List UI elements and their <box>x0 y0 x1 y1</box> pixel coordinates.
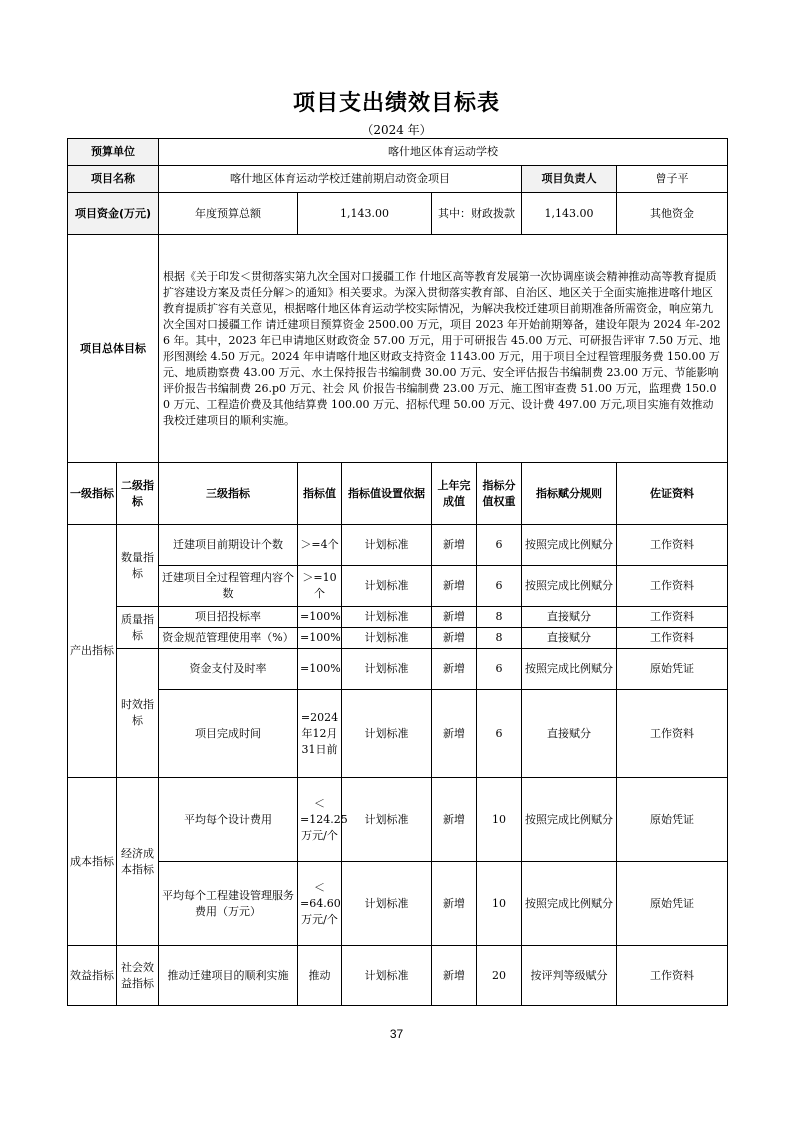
row-last-year: 新增 <box>432 778 477 862</box>
fiscal-allocation-value: 1,143.00 <box>522 193 617 235</box>
performance-table <box>67 138 728 1006</box>
table-row <box>68 566 728 607</box>
row-weight: 10 <box>477 862 522 946</box>
row-rule: 按照完成比例赋分 <box>522 525 617 566</box>
row-l3: 推动迁建项目的顺利实施 <box>159 946 298 1006</box>
project-leader-label: 项目负责人 <box>522 166 617 193</box>
row-last-year: 新增 <box>432 946 477 1006</box>
row-value: =100% <box>298 628 342 649</box>
row-evidence: 工作资料 <box>617 690 728 778</box>
row-value: 推动 <box>298 946 342 1006</box>
row-weight: 8 <box>477 607 522 628</box>
project-name-label: 项目名称 <box>68 166 159 193</box>
table-row <box>68 607 728 628</box>
row-basis: 计划标准 <box>342 525 432 566</box>
row-basis: 计划标准 <box>342 649 432 690</box>
row-weight: 8 <box>477 628 522 649</box>
table-row <box>68 862 728 946</box>
table-row <box>68 778 728 862</box>
row-weight: 6 <box>477 690 522 778</box>
row-weight: 20 <box>477 946 522 1006</box>
table-row <box>68 690 728 778</box>
row-evidence: 工作资料 <box>617 525 728 566</box>
col-basis: 指标值设置依据 <box>342 463 432 525</box>
table-row <box>68 525 728 566</box>
col-level2: 二级指标 <box>117 463 159 525</box>
col-weight: 指标分值权重 <box>477 463 522 525</box>
row-weight: 6 <box>477 566 522 607</box>
row-value: =100% <box>298 649 342 690</box>
table-row <box>68 628 728 649</box>
row-rule: 按照完成比例赋分 <box>522 778 617 862</box>
annual-budget-label: 年度预算总额 <box>159 193 298 235</box>
row-l3: 项目完成时间 <box>159 690 298 778</box>
row-weight: 10 <box>477 778 522 862</box>
row-last-year: 新增 <box>432 649 477 690</box>
project-leader-value: 曾子平 <box>617 166 728 193</box>
row-last-year: 新增 <box>432 607 477 628</box>
row-basis: 计划标准 <box>342 778 432 862</box>
row-rule: 按照完成比例赋分 <box>522 862 617 946</box>
row-rule: 直接赋分 <box>522 690 617 778</box>
group-cost: 成本指标 <box>68 778 117 946</box>
row-evidence: 工作资料 <box>617 946 728 1006</box>
row-weight: 6 <box>477 649 522 690</box>
page-title: 项目支出绩效目标表 <box>292 91 500 116</box>
row-basis: 计划标准 <box>342 690 432 778</box>
row-value: ＜=64.60万元/个 <box>298 862 342 946</box>
budget-unit-label: 预算单位 <box>68 139 159 166</box>
year-label: （2024 年） <box>361 123 432 137</box>
row-value: ＞=10个 <box>298 566 342 607</box>
row-basis: 计划标准 <box>342 628 432 649</box>
col-indicator-value: 指标值 <box>298 463 342 525</box>
row-rule: 按照完成比例赋分 <box>522 649 617 690</box>
row-evidence: 原始凭证 <box>617 862 728 946</box>
row-value: ＜=124.25万元/个 <box>298 778 342 862</box>
row-rule: 直接赋分 <box>522 628 617 649</box>
row-basis: 计划标准 <box>342 862 432 946</box>
row-rule: 直接赋分 <box>522 607 617 628</box>
row-basis: 计划标准 <box>342 566 432 607</box>
col-rule: 指标赋分规则 <box>522 463 617 525</box>
project-funds-label: 项目资金(万元) <box>68 193 159 235</box>
row-basis: 计划标准 <box>342 607 432 628</box>
row-basis: 计划标准 <box>342 946 432 1006</box>
group-quantity: 数量指标 <box>117 525 159 607</box>
project-name-value: 喀什地区体育运动学校迁建前期启动资金项目 <box>159 166 522 193</box>
row-evidence: 原始凭证 <box>617 649 728 690</box>
row-last-year: 新增 <box>432 566 477 607</box>
col-last-year: 上年完成值 <box>432 463 477 525</box>
col-level1: 一级指标 <box>68 463 117 525</box>
row-l3: 项目招投标率 <box>159 607 298 628</box>
row-l3: 资金规范管理使用率（%） <box>159 628 298 649</box>
group-timeliness: 时效指标 <box>117 649 159 778</box>
table-row <box>68 946 728 1006</box>
overall-goal-label: 项目总体目标 <box>68 235 159 463</box>
row-rule: 按照完成比例赋分 <box>522 566 617 607</box>
col-level3: 三级指标 <box>159 463 298 525</box>
row-last-year: 新增 <box>432 525 477 566</box>
group-benefit: 效益指标 <box>68 946 117 1006</box>
row-evidence: 工作资料 <box>617 566 728 607</box>
row-rule: 按评判等级赋分 <box>522 946 617 1006</box>
col-evidence: 佐证资料 <box>617 463 728 525</box>
row-last-year: 新增 <box>432 690 477 778</box>
group-quality: 质量指标 <box>117 607 159 649</box>
row-evidence: 原始凭证 <box>617 778 728 862</box>
other-funds-label: 其他资金 <box>617 193 728 235</box>
row-l3: 平均每个工程建设管理服务费用（万元） <box>159 862 298 946</box>
row-value: =100% <box>298 607 342 628</box>
row-weight: 6 <box>477 525 522 566</box>
row-evidence: 工作资料 <box>617 628 728 649</box>
overall-goal-text: 根据《关于印发＜贯彻落实第九次全国对口援疆工作 什地区高等教育发展第一次协调座谈会精神推动高等教育提质扩容建设方案及责任分解＞的通知》相关要求。为深入贯彻落实教育部、自治区、地区关于全面实施推进喀什地区教育提质扩容有关意见，根据喀什地区体育运动学校实际情况，为解决我校迁建项目前期准备所需资金，响应第九次全国对口援疆工作 请迁建项目预算资金 2500.00 万元，项目 2023 年开始前期筹备，建设年限为 2024 年-2026 年。其中，2023 年已申请地区财政资金 57.00 万元，用于可研报告 45.00 万元、可研报告评审 7.50 万元、地形图测绘 4.50 万元。2024 年申请喀什地区财政支持资金 1143.00 万元，用于项目全过程管理服务费 150.00 万元、地质勘察费 43.00 万元、水土保持报告书编制费 30.00 万元、安全评估报告书编制费 23.00 万元、节能影响评价报告书编制费 26.p0 万元、社会 风 价报告书编制费 23.00 万元、施工图审查费 51.00 万元，监理费 150.00 万元、工程造价费及其他结算费 100.00 万元、招标代理 50.00 万元、设计费 497.00 万元,项目实施有效推动我校迁建项目的顺利实施。 <box>159 235 728 463</box>
row-l3: 迁建项目全过程管理内容个数 <box>159 566 298 607</box>
group-social-benefit: 社会效益指标 <box>117 946 159 1006</box>
table-row <box>68 649 728 690</box>
page-number: 37 <box>389 1027 404 1041</box>
row-l3: 迁建项目前期设计个数 <box>159 525 298 566</box>
row-evidence: 工作资料 <box>617 607 728 628</box>
row-last-year: 新增 <box>432 862 477 946</box>
row-l3: 平均每个设计费用 <box>159 778 298 862</box>
annual-budget-value: 1,143.00 <box>298 193 432 235</box>
row-last-year: 新增 <box>432 628 477 649</box>
group-output: 产出指标 <box>68 525 117 778</box>
row-l3: 资金支付及时率 <box>159 649 298 690</box>
fiscal-allocation-label: 其中：财政拨款 <box>432 193 522 235</box>
row-value: ＞=4个 <box>298 525 342 566</box>
budget-unit-value: 喀什地区体育运动学校 <box>159 139 728 166</box>
group-economic-cost: 经济成本指标 <box>117 778 159 946</box>
row-value: =2024年12月31日前 <box>298 690 342 778</box>
